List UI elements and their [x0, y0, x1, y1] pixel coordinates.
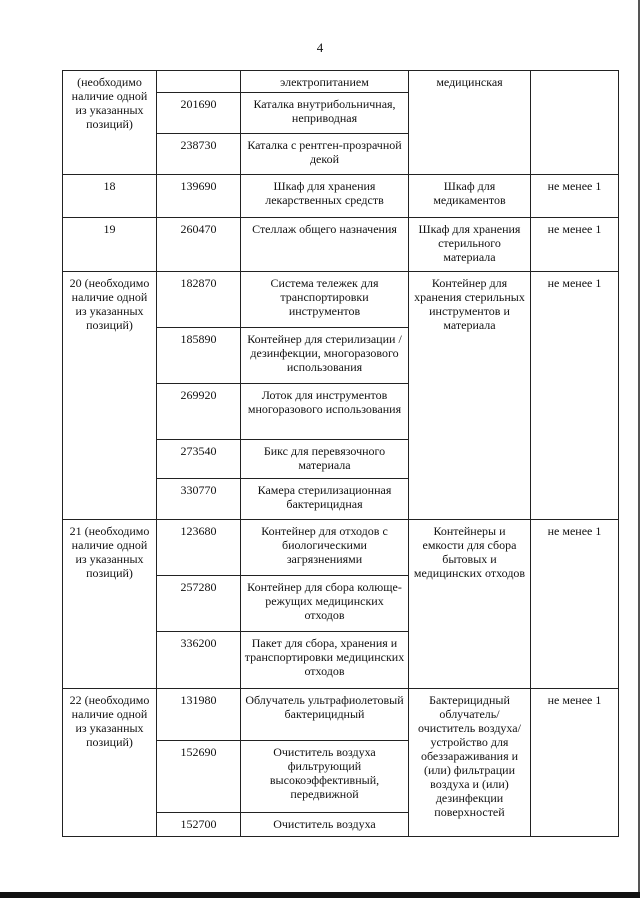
- type-cell: Контейнеры и емкости для сбора бытовых и медицинских отходов: [409, 520, 531, 689]
- code-cell: 182870: [157, 272, 241, 328]
- code-cell: 123680: [157, 520, 241, 576]
- quantity-cell: не менее 1: [531, 272, 619, 520]
- scan-edge-bottom: [0, 892, 640, 898]
- quantity-cell: не менее 1: [531, 218, 619, 272]
- type-cell: медицинская: [409, 71, 531, 175]
- page-number: 4: [316, 40, 324, 55]
- code-cell: 201690: [157, 93, 241, 134]
- code-cell: 257280: [157, 576, 241, 632]
- type-cell: Шкаф для медикаментов: [409, 175, 531, 218]
- position-number: (необходимо наличие одной из указанных позиций): [63, 71, 157, 175]
- position-number: 18: [63, 175, 157, 218]
- code-cell: 139690: [157, 175, 241, 218]
- code-cell: 273540: [157, 440, 241, 479]
- code-cell: 260470: [157, 218, 241, 272]
- type-cell: Бактерицидный облучатель/ очиститель воздуха/ устройство для обеззараживания и (или) фильтрации воздуха и (или) дезинфекции поверхностей: [409, 689, 531, 837]
- equipment-table: [62, 70, 619, 837]
- code-cell: 269920: [157, 384, 241, 440]
- name-cell: Очиститель воздуха: [241, 813, 409, 837]
- code-cell: 185890: [157, 328, 241, 384]
- name-cell: Пакет для сбора, хранения и транспортировки медицинских отходов: [241, 632, 409, 689]
- name-cell: Очиститель воздуха фильтрующий высокоэффективный, передвижной: [241, 741, 409, 813]
- quantity-cell: не менее 1: [531, 175, 619, 218]
- quantity-cell: не менее 1: [531, 689, 619, 837]
- quantity-cell: не менее 1: [531, 520, 619, 689]
- table-row: [63, 272, 619, 328]
- code-cell: 152700: [157, 813, 241, 837]
- position-number: 19: [63, 218, 157, 272]
- position-number: 22 (необходимо наличие одной из указанных позиций): [63, 689, 157, 837]
- quantity-cell: [531, 71, 619, 175]
- name-cell: Лоток для инструментов многоразового использования: [241, 384, 409, 440]
- name-cell: электропитанием: [241, 71, 409, 93]
- name-cell: Шкаф для хранения лекарственных средств: [241, 175, 409, 218]
- table-row: [63, 71, 619, 93]
- name-cell: Контейнер для отходов с биологическими загрязнениями: [241, 520, 409, 576]
- table-row: [63, 218, 619, 272]
- name-cell: Облучатель ультрафиолетовый бактерицидный: [241, 689, 409, 741]
- table-row: [63, 175, 619, 218]
- code-cell: 152690: [157, 741, 241, 813]
- code-cell: 238730: [157, 134, 241, 175]
- table-row: [63, 520, 619, 576]
- table-row: [63, 689, 619, 741]
- code-cell: [157, 71, 241, 93]
- position-number: 21 (необходимо наличие одной из указанных позиций): [63, 520, 157, 689]
- name-cell: Камера стерилизационная бактерицидная: [241, 479, 409, 520]
- position-number: 20 (необходимо наличие одной из указанных позиций): [63, 272, 157, 520]
- name-cell: Каталка с рентген-прозрачной декой: [241, 134, 409, 175]
- name-cell: Каталка внутрибольничная, неприводная: [241, 93, 409, 134]
- name-cell: Контейнер для стерилизации /дезинфекции, многоразового использования: [241, 328, 409, 384]
- code-cell: 336200: [157, 632, 241, 689]
- name-cell: Стеллаж общего назначения: [241, 218, 409, 272]
- code-cell: 330770: [157, 479, 241, 520]
- type-cell: Шкаф для хранения стерильного материала: [409, 218, 531, 272]
- code-cell: 131980: [157, 689, 241, 741]
- type-cell: Контейнер для хранения стерильных инструментов и материала: [409, 272, 531, 520]
- name-cell: Бикс для перевязочного материала: [241, 440, 409, 479]
- name-cell: Система тележек для транспортировки инструментов: [241, 272, 409, 328]
- name-cell: Контейнер для сбора колюще-режущих медицинских отходов: [241, 576, 409, 632]
